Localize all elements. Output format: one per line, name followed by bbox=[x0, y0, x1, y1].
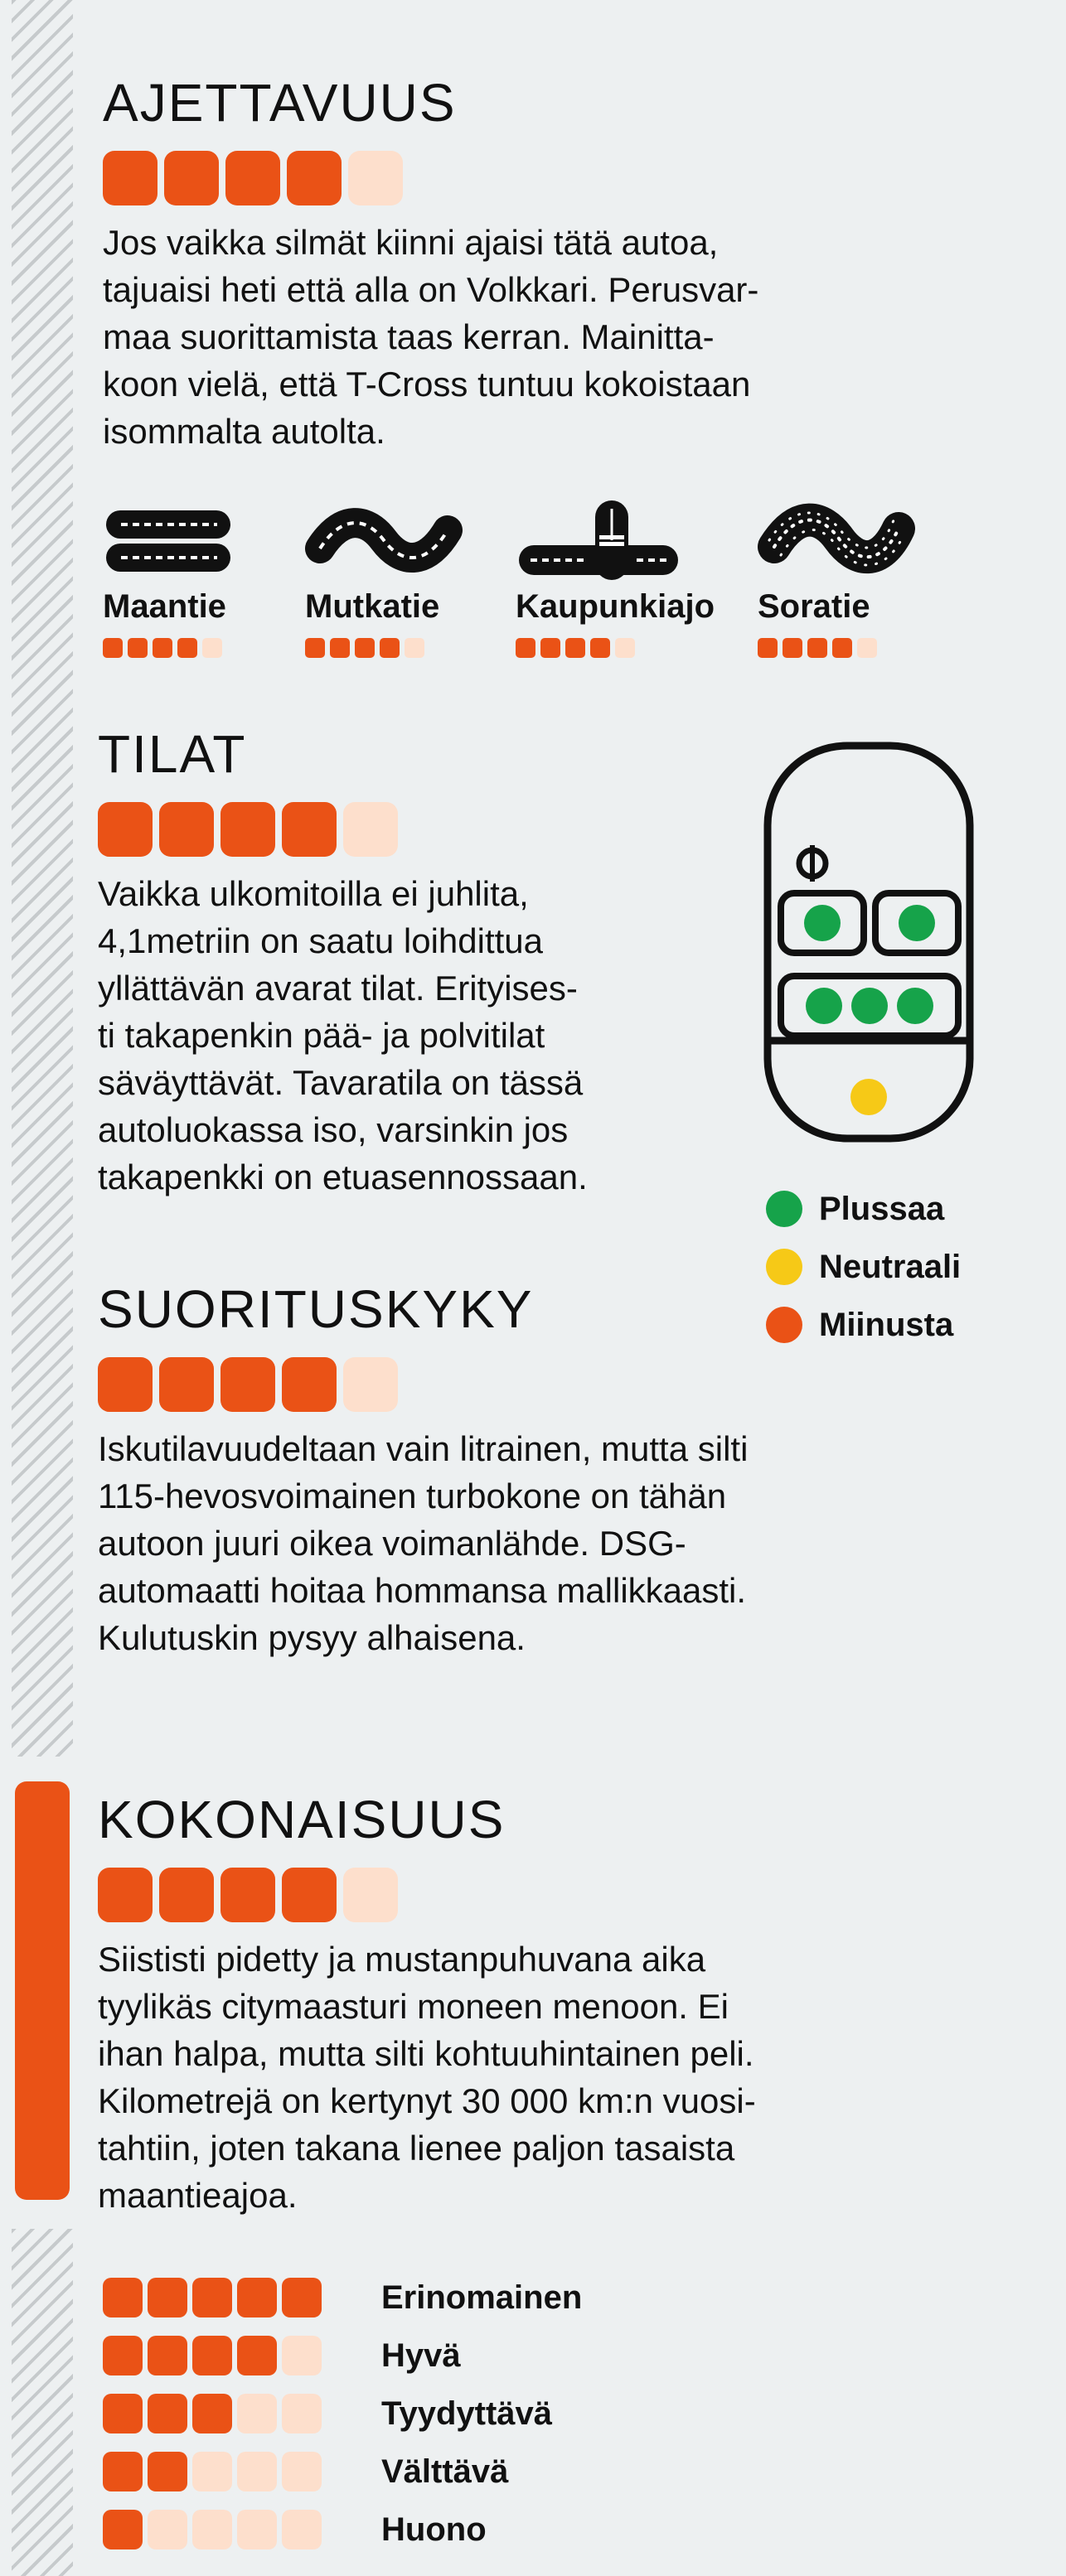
legend-item bbox=[766, 1238, 961, 1296]
section-text: Jos vaikka silmät kiinni ajaisi tätä autoa, tajuaisi heti että alla on Volkkari. Perusvar- maa suorittamista taas kerran. Mainitta- koon vielä, että T-Cross tuntuu kokoistaan isommalta autolta. bbox=[103, 223, 759, 451]
section-title: AJETTAVUUS bbox=[103, 73, 457, 133]
terrain-rating bbox=[103, 638, 235, 658]
terrain-kaupunkiajo bbox=[516, 497, 715, 658]
rating-square bbox=[405, 638, 424, 658]
rating-square bbox=[237, 2452, 277, 2491]
rating-square bbox=[148, 2394, 187, 2433]
rating-squares bbox=[98, 802, 588, 857]
rating-squares bbox=[103, 2510, 376, 2549]
section-title: TILAT bbox=[98, 724, 247, 784]
rating-legend bbox=[103, 2269, 582, 2559]
rating-square bbox=[783, 638, 802, 658]
rating-legend-row bbox=[103, 2327, 582, 2385]
rating-legend-row bbox=[103, 2443, 582, 2501]
highlight-bar bbox=[15, 1781, 70, 2200]
seat-legend bbox=[766, 1180, 961, 1354]
rating-square bbox=[565, 638, 585, 658]
rating-square bbox=[164, 151, 219, 205]
rating-squares bbox=[103, 2278, 376, 2317]
rating-square bbox=[330, 638, 350, 658]
rating-square bbox=[103, 2278, 143, 2317]
rating-square bbox=[202, 638, 222, 658]
rating-square bbox=[282, 802, 337, 857]
rating-square bbox=[192, 2336, 232, 2375]
rating-square bbox=[103, 2452, 143, 2491]
terrain-label: Soratie bbox=[758, 588, 870, 625]
rating-square bbox=[148, 2278, 187, 2317]
rating-square bbox=[98, 1357, 153, 1412]
rating-legend-label: Huono bbox=[381, 2511, 487, 2548]
rating-square bbox=[343, 1357, 398, 1412]
rating-legend-label: Välttävä bbox=[381, 2453, 509, 2490]
rating-square bbox=[220, 1868, 275, 1922]
rating-square bbox=[282, 1868, 337, 1922]
legend-item bbox=[766, 1180, 961, 1238]
rating-square bbox=[128, 638, 148, 658]
rating-square bbox=[343, 802, 398, 857]
terrain-label: Mutkatie bbox=[305, 588, 440, 625]
rating-square bbox=[103, 2336, 143, 2375]
terrain-rating bbox=[516, 638, 715, 658]
yellow-dot-icon bbox=[766, 1249, 802, 1285]
highway-icon bbox=[103, 497, 235, 580]
rating-square bbox=[98, 1868, 153, 1922]
car-seat-diagram bbox=[761, 739, 976, 1149]
rating-square bbox=[159, 1357, 214, 1412]
car-top-view-icon bbox=[761, 739, 976, 1145]
rating-square bbox=[225, 151, 280, 205]
rating-square bbox=[237, 2278, 277, 2317]
legend-label: Miinusta bbox=[819, 1306, 954, 1343]
terrain-mutkatie bbox=[305, 497, 463, 658]
section-kokonaisuus bbox=[98, 1790, 756, 2219]
rating-square bbox=[98, 802, 153, 857]
rating-legend-row bbox=[103, 2269, 582, 2327]
rating-square bbox=[220, 1357, 275, 1412]
rating-square bbox=[348, 151, 403, 205]
rating-square bbox=[282, 1357, 337, 1412]
rating-square bbox=[343, 1868, 398, 1922]
rating-square bbox=[305, 638, 325, 658]
terrain-soratie bbox=[758, 497, 915, 658]
rating-square bbox=[148, 2336, 187, 2375]
rating-square bbox=[237, 2510, 277, 2549]
section-tilat bbox=[98, 724, 588, 1201]
terrain-maantie bbox=[103, 497, 235, 658]
rating-square bbox=[103, 2510, 143, 2549]
rating-square bbox=[355, 638, 375, 658]
gravel-road-icon bbox=[758, 497, 915, 580]
orange-dot-icon bbox=[766, 1307, 802, 1343]
terrain-rating bbox=[305, 638, 463, 658]
rating-squares bbox=[103, 2452, 376, 2491]
rating-square bbox=[103, 638, 123, 658]
rating-square bbox=[282, 2278, 322, 2317]
rating-square bbox=[159, 1868, 214, 1922]
rating-square bbox=[287, 151, 342, 205]
rating-squares bbox=[98, 1868, 756, 1922]
rating-square bbox=[192, 2278, 232, 2317]
rating-square bbox=[615, 638, 635, 658]
rating-squares bbox=[98, 1357, 748, 1412]
rating-legend-row bbox=[103, 2385, 582, 2443]
rating-square bbox=[177, 638, 197, 658]
rating-square bbox=[103, 2394, 143, 2433]
section-ajettavuus bbox=[103, 73, 759, 455]
rating-legend-label: Tyydyttävä bbox=[381, 2395, 553, 2432]
rating-squares bbox=[103, 2394, 376, 2433]
rating-squares bbox=[103, 2336, 376, 2375]
rating-square bbox=[192, 2394, 232, 2433]
rating-square bbox=[282, 2452, 322, 2491]
rating-legend-label: Hyvä bbox=[381, 2337, 461, 2374]
rating-legend-row bbox=[103, 2501, 582, 2559]
section-title: SUORITUSKYKY bbox=[98, 1279, 534, 1339]
side-hatch-top bbox=[12, 0, 73, 1757]
side-hatch-bottom bbox=[12, 2229, 73, 2576]
rating-square bbox=[282, 2394, 322, 2433]
rating-square bbox=[159, 802, 214, 857]
green-dot-icon bbox=[766, 1191, 802, 1227]
rating-square bbox=[540, 638, 560, 658]
rating-square bbox=[380, 638, 400, 658]
section-title: KOKONAISUUS bbox=[98, 1790, 506, 1849]
section-text: Iskutilavuudeltaan vain litrainen, mutta silti 115-hevosvoimainen turbokone on tähän autoon juuri oikea voimanlähde. DSG- automaatti hoitaa hommansa mallikkaasti. Kulutuskin pysyy alhaisena. bbox=[98, 1429, 749, 1657]
rating-square bbox=[832, 638, 852, 658]
rating-square bbox=[516, 638, 535, 658]
rating-square bbox=[220, 802, 275, 857]
legend-item bbox=[766, 1296, 961, 1354]
rating-square bbox=[192, 2510, 232, 2549]
rating-square bbox=[857, 638, 877, 658]
rating-square bbox=[153, 638, 172, 658]
rating-square bbox=[103, 151, 157, 205]
rating-square bbox=[192, 2452, 232, 2491]
terrain-label: Maantie bbox=[103, 588, 226, 625]
rating-square bbox=[237, 2336, 277, 2375]
rating-square bbox=[237, 2394, 277, 2433]
section-text: Siististi pidetty ja mustanpuhuvana aika tyylikäs citymaasturi moneen menoon. Ei ihan halpa, mutta silti kohtuuhintainen peli. Kilometrejä on kertynyt 30 000 km:n vuosi- tahtiin, joten takana lienee paljon tasaista maantieajoa. bbox=[98, 1940, 756, 2215]
city-road-icon bbox=[516, 497, 681, 580]
legend-label: Plussaa bbox=[819, 1190, 945, 1227]
legend-label: Neutraali bbox=[819, 1248, 962, 1285]
rating-square bbox=[282, 2510, 322, 2549]
rating-square bbox=[807, 638, 827, 658]
winding-road-icon bbox=[305, 497, 463, 580]
rating-square bbox=[282, 2336, 322, 2375]
rating-legend-label: Erinomainen bbox=[381, 2279, 583, 2316]
rating-square bbox=[148, 2452, 187, 2491]
terrain-label: Kaupunkiajo bbox=[516, 588, 715, 625]
rating-squares bbox=[103, 151, 758, 205]
terrain-rating bbox=[758, 638, 915, 658]
rating-square bbox=[148, 2510, 187, 2549]
section-suorituskyky bbox=[98, 1279, 749, 1661]
rating-square bbox=[758, 638, 778, 658]
rating-square bbox=[590, 638, 610, 658]
section-text: Vaikka ulkomitoilla ei juhlita, 4,1metriin on saatu loihdittua yllättävän avarat tilat. Erityises- ti takapenkin pää- ja polvitilat säväyttävät. Tavaratila on tässä autoluokassa iso, varsinkin jos takapenkki on etuasennossaan. bbox=[98, 874, 588, 1196]
